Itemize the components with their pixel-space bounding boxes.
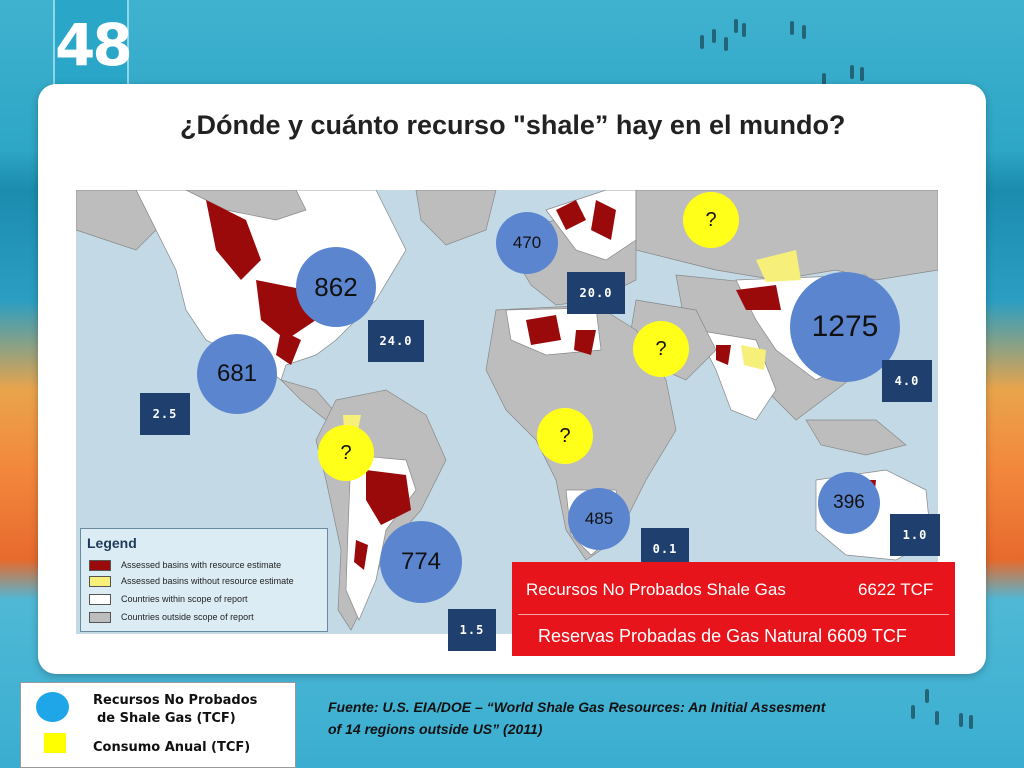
resource-circle-north-america: 862 (296, 247, 376, 327)
summary-unproven-value: 6622 TCF (858, 580, 934, 599)
map-legend (80, 528, 328, 632)
legend-swatch (89, 576, 111, 587)
unknown-circle-russia: ? (683, 192, 739, 248)
legend-swatch (89, 560, 111, 571)
legend-item (89, 575, 294, 587)
key-resources-label (93, 692, 257, 728)
resource-circle-australia: 396 (818, 472, 880, 534)
summary-divider (518, 614, 949, 615)
legend-label: Countries within scope of report (121, 594, 248, 604)
source-citation (328, 696, 888, 740)
summary-unproven-label: Recursos No Probados Shale Gas (526, 580, 786, 599)
resource-circle-south-america: 774 (380, 521, 462, 603)
source-line1: Fuente: U.S. EIA/DOE – “World Shale Gas Resources: An Initial Assesment (328, 699, 826, 715)
legend-label: Countries outside scope of report (121, 612, 254, 622)
silhouettes-decoration-bottom (905, 685, 985, 745)
logo-number: 48 (55, 11, 130, 79)
unknown-circle-middle-east: ? (633, 321, 689, 377)
resource-circle-asia: 1275 (790, 272, 900, 382)
resource-circle-mexico: 681 (197, 334, 277, 414)
source-line2: of 14 regions outside US” (2011) (328, 721, 543, 737)
consumption-box-europe: 20.0 (567, 272, 625, 314)
unknown-circle-central-africa: ? (537, 408, 593, 464)
legend-label: Assessed basins with resource estimate (121, 560, 282, 570)
consumption-box-africa: 0.1 (641, 528, 689, 570)
summary-unproven (526, 580, 934, 600)
page-title: ¿Dónde y cuánto recurso "shale” hay en el mundo? (180, 110, 846, 140)
key-resources-line2: de Shale Gas (TCF) (97, 711, 236, 726)
symbol-key (20, 682, 296, 768)
unknown-circle-south-america: ? (318, 425, 374, 481)
resource-circle-africa: 485 (568, 488, 630, 550)
summary-box (512, 562, 955, 656)
legend-label: Assessed basins without resource estimate (121, 576, 294, 586)
consumption-box-australia: 1.0 (890, 514, 940, 556)
key-resources-line1: Recursos No Probados (93, 693, 258, 708)
consumption-box-mexico: 2.5 (140, 393, 190, 435)
consumption-box-asia: 4.0 (882, 360, 932, 402)
summary-proven: Reservas Probadas de Gas Natural 6609 TCF (538, 626, 907, 646)
legend-swatch (89, 612, 111, 623)
legend-swatch (89, 594, 111, 605)
blue-circle-icon (36, 692, 69, 722)
legend-title: Legend (87, 535, 137, 551)
key-consumption-label: Consumo Anual (TCF) (93, 740, 251, 755)
consumption-box-south-america: 1.5 (448, 609, 496, 651)
resource-circle-europe: 470 (496, 212, 558, 274)
legend-item (89, 611, 254, 623)
silhouettes-decoration (690, 15, 890, 95)
consumption-box-north-america: 24.0 (368, 320, 424, 362)
legend-item (89, 559, 281, 571)
yellow-square-icon (44, 733, 66, 753)
legend-item (89, 593, 248, 605)
